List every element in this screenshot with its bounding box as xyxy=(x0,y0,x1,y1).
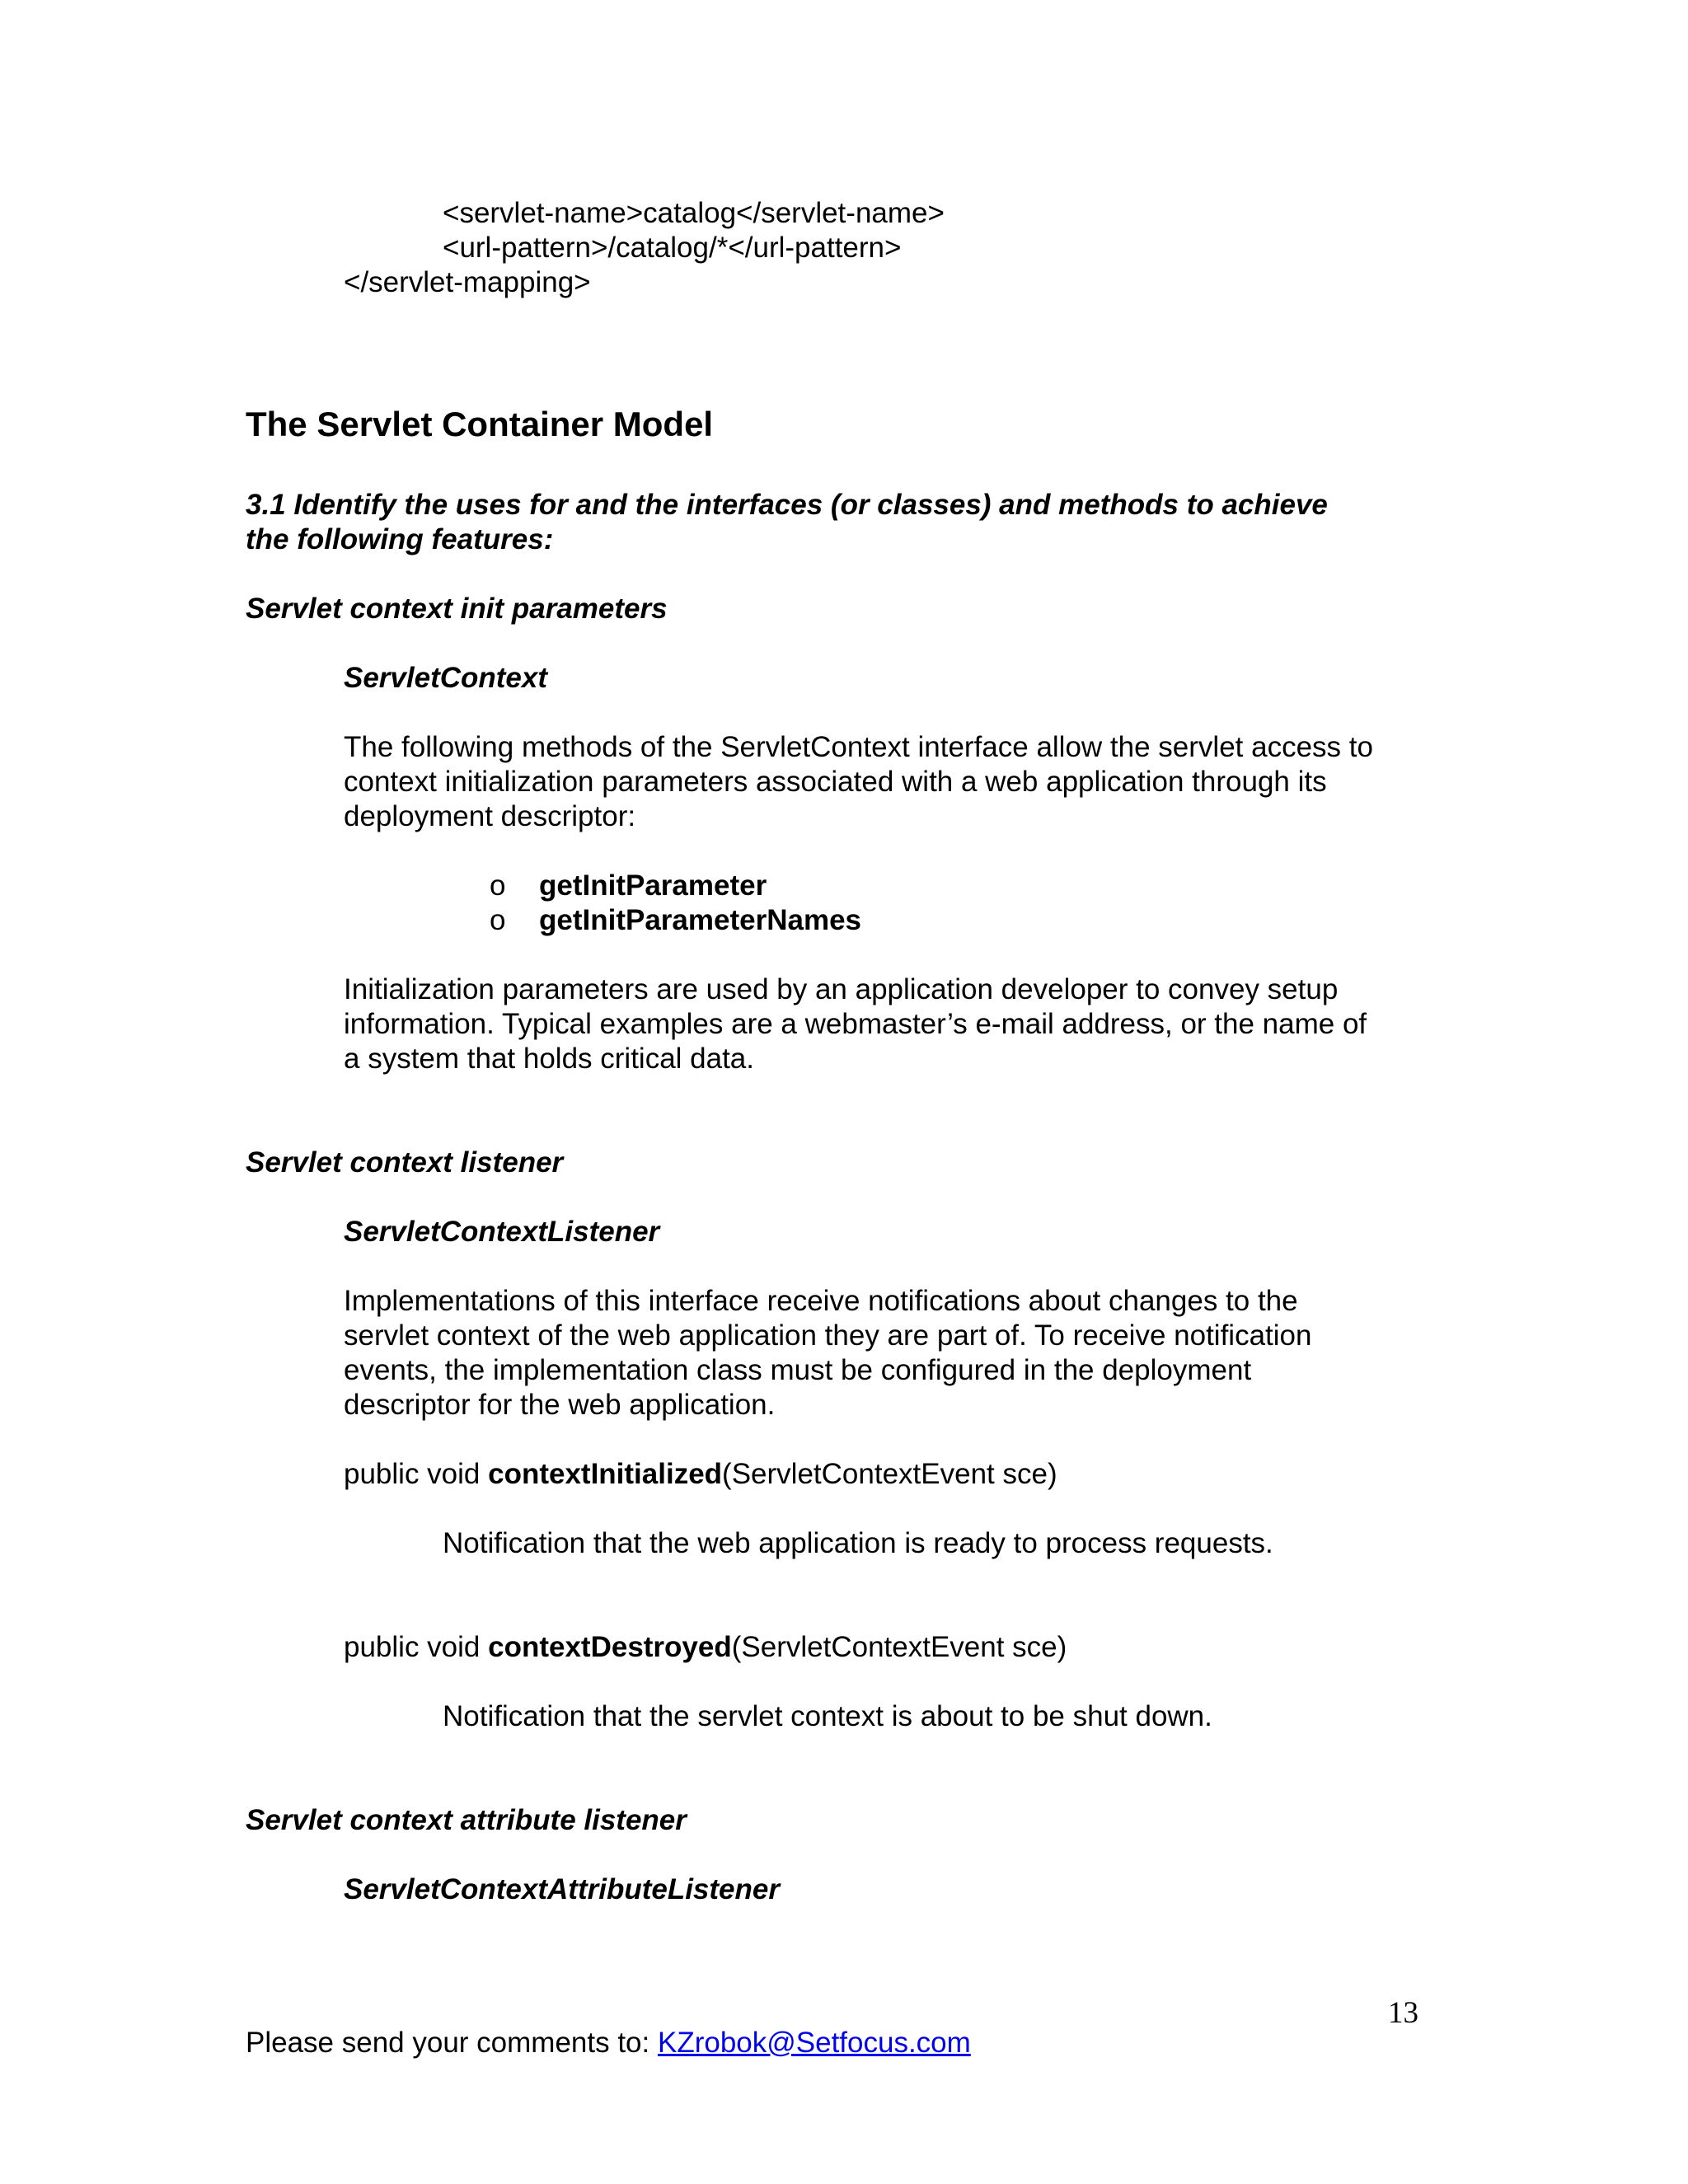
code-line: </servlet-mapping> xyxy=(344,266,591,298)
paragraph-line: a system that holds critical data. xyxy=(344,1043,754,1075)
code-line: <servlet-name>catalog</servlet-name> xyxy=(443,197,945,229)
bullet-marker: o xyxy=(490,869,506,902)
signature-prefix: public void xyxy=(344,1458,489,1490)
paragraph-line: servlet context of the web application they are part of. To receive notification xyxy=(344,1319,1312,1352)
method-description: Notification that the web application is ready to process requests. xyxy=(443,1527,1273,1559)
interface-heading: ServletContextListener xyxy=(344,1216,660,1248)
paragraph-line: Initialization parameters are used by an application developer to convey setup xyxy=(344,973,1339,1005)
subsection-heading: Servlet context attribute listener xyxy=(246,1804,687,1836)
objective-line: 3.1 Identify the uses for and the interfaces (or classes) and methods to achieve xyxy=(246,489,1328,521)
subsection-heading: Servlet context init parameters xyxy=(246,593,668,625)
footer-comments xyxy=(246,2026,971,2060)
paragraph-line: descriptor for the web application. xyxy=(344,1389,776,1421)
method-name: getInitParameter xyxy=(539,869,767,902)
section-title: The Servlet Container Model xyxy=(246,405,714,443)
signature-prefix: public void xyxy=(344,1631,489,1663)
signature-params: (ServletContextEvent sce) xyxy=(731,1631,1067,1663)
method-description: Notification that the servlet context is about to be shut down. xyxy=(443,1700,1212,1732)
paragraph-line: context initialization parameters associated with a web application through its xyxy=(344,766,1327,798)
interface-heading: ServletContextAttributeListener xyxy=(344,1873,780,1905)
paragraph-line: information. Typical examples are a webmaster’s e-mail address, or the name of xyxy=(344,1008,1367,1040)
paragraph-line: deployment descriptor: xyxy=(344,800,636,832)
code-line: <url-pattern>/catalog/*</url-pattern> xyxy=(443,232,902,264)
method-signature xyxy=(344,1630,1067,1665)
paragraph-line: events, the implementation class must be configured in the deployment xyxy=(344,1354,1252,1386)
method-name: contextDestroyed xyxy=(488,1631,732,1663)
interface-heading: ServletContext xyxy=(344,662,548,694)
objective-line: the following features: xyxy=(246,523,554,555)
subsection-heading: Servlet context listener xyxy=(246,1146,564,1179)
email-link[interactable]: KZrobok@Setfocus.com xyxy=(657,2027,971,2059)
method-signature xyxy=(344,1457,1057,1492)
method-name: getInitParameterNames xyxy=(539,904,861,936)
paragraph-line: Implementations of this interface receive notifications about changes to the xyxy=(344,1285,1298,1317)
page-number: 13 xyxy=(1388,1996,1418,2030)
footer-label: Please send your comments to: xyxy=(246,2027,658,2059)
method-name: contextInitialized xyxy=(488,1458,723,1490)
signature-params: (ServletContextEvent sce) xyxy=(722,1458,1057,1490)
paragraph-line: The following methods of the ServletContext interface allow the servlet access to xyxy=(344,731,1373,763)
bullet-marker: o xyxy=(490,904,506,936)
